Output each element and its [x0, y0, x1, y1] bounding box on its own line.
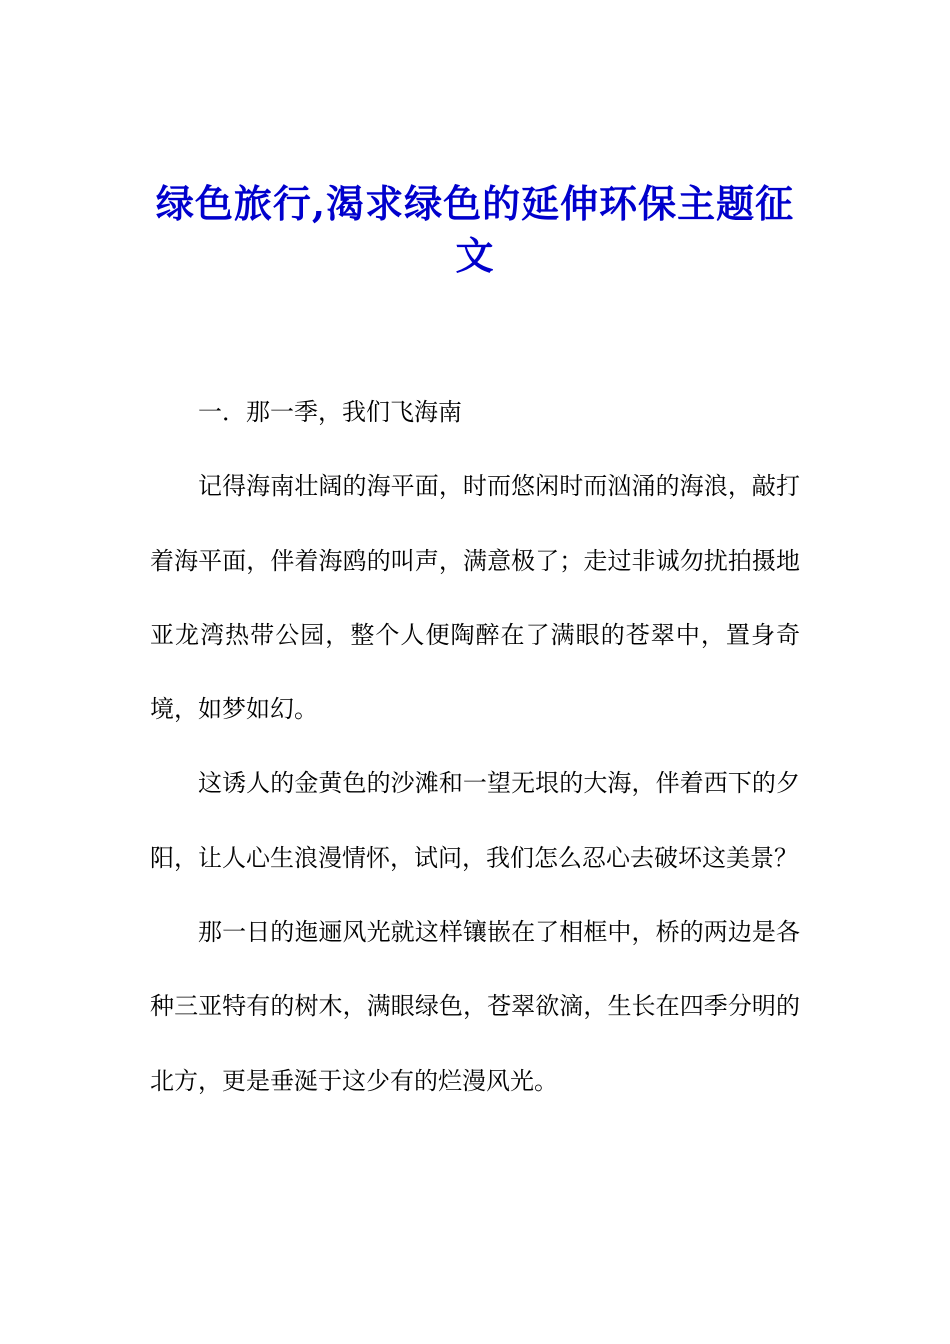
section-heading: 一．那一季，我们飞海南	[198, 398, 462, 426]
paragraph: 那一日的迤逦风光就这样镶嵌在了相框中，桥的两边是各种三亚特有的树木，满眼绿色，苍翠欲滴，生长在四季分明的北方，更是垂涎于这少有的烂漫风光。	[150, 918, 800, 1095]
document-body	[150, 375, 800, 1118]
paragraph: 记得海南壮阔的海平面，时而悠闲时而汹涌的海浪，敲打着海平面，伴着海鸥的叫声，满意极了；走过非诚勿扰拍摄地亚龙湾热带公园，整个人便陶醉在了满眼的苍翠中，置身奇境，如梦如幻。	[150, 472, 800, 724]
document-title: 绿色旅行,渴求绿色的延伸环保主题征文	[155, 181, 795, 278]
paragraph: 这诱人的金黄色的沙滩和一望无垠的大海，伴着西下的夕阳，让人心生浪漫情怀，试问，我们怎么忍心去破坏这美景？	[150, 769, 800, 872]
